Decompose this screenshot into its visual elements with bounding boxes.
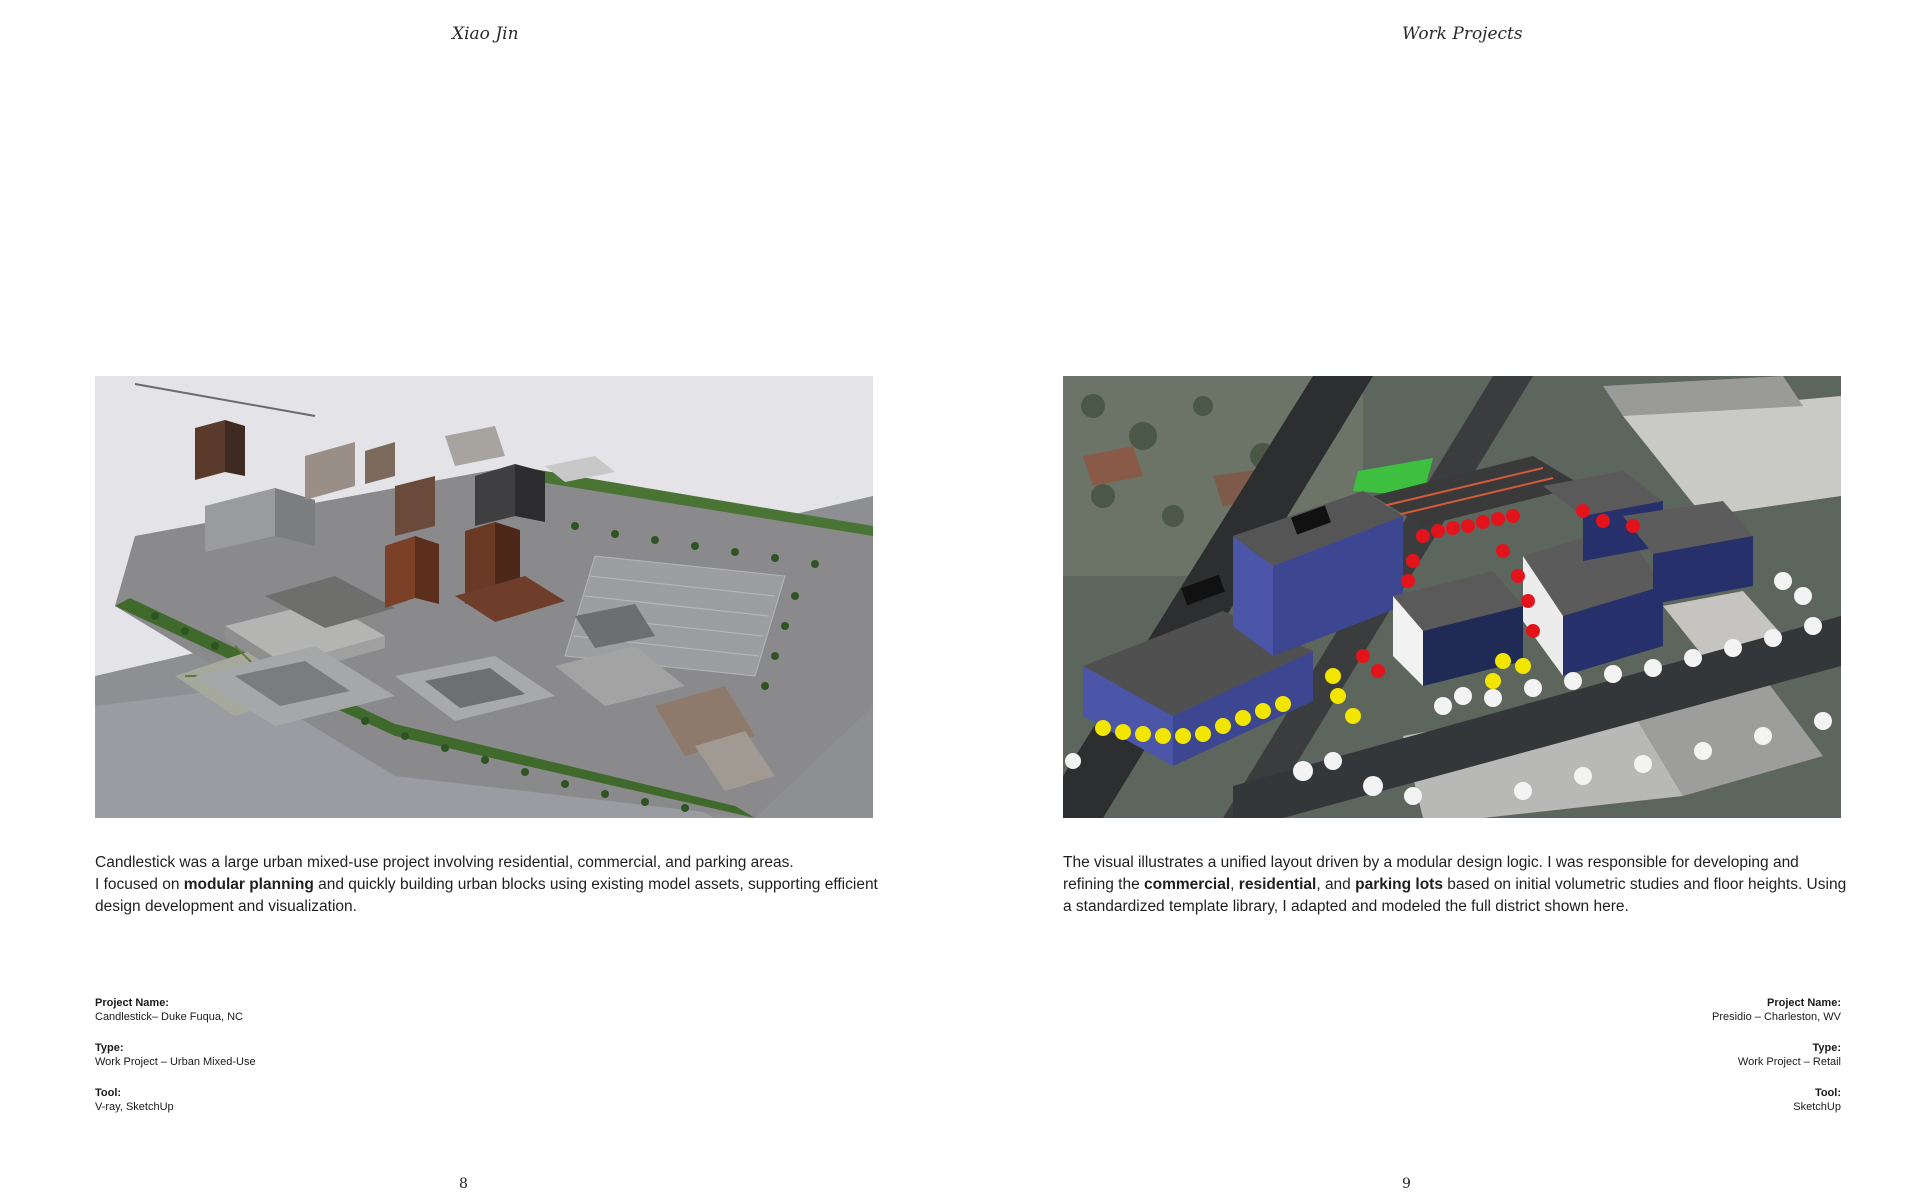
candlestick-aerial-illustration — [95, 376, 873, 818]
presidio-aerial-illustration — [1063, 376, 1841, 818]
presidio-description-text: based on initial volumetric studies and floor heights. Using a standardized template library, I adapted and modeled the full district shown here. — [1063, 876, 1847, 915]
running-head-author: Xiao Jin — [452, 24, 519, 44]
running-head-section: Work Projects — [1402, 24, 1523, 44]
meta-label: Project Name: — [1767, 997, 1841, 1009]
page-number: 9 — [1402, 1176, 1411, 1192]
presidio-description-text: , and — [1316, 876, 1356, 893]
meta-project-name — [95, 996, 395, 1024]
candlestick-description-para2 — [95, 874, 885, 918]
meta-label: Type: — [95, 1042, 124, 1054]
meta-tool — [95, 1086, 395, 1114]
page-number: 8 — [459, 1176, 468, 1192]
meta-value: Work Project – Urban Mixed-Use — [95, 1056, 256, 1068]
meta-tool — [1541, 1086, 1841, 1114]
emphasis-commercial: commercial — [1144, 876, 1231, 893]
candlestick-description-line1: Candlestick was a large urban mixed-use project involving residential, commercial, and parking areas. — [95, 854, 794, 871]
emphasis-residential: residential — [1238, 876, 1317, 893]
candlestick-project-meta — [95, 996, 395, 1131]
candlestick-description-text: and quickly building urban blocks using existing model assets, supporting efficient design development and visualization. — [95, 876, 878, 915]
emphasis-modular-planning: modular planning — [183, 876, 314, 893]
right-page — [960, 0, 1920, 1200]
meta-label: Tool: — [1814, 1087, 1841, 1099]
presidio-description-text: , — [1230, 876, 1239, 893]
meta-type — [1541, 1041, 1841, 1069]
meta-project-name — [1541, 996, 1841, 1024]
presidio-render-image — [1063, 376, 1841, 818]
candlestick-description — [95, 852, 885, 918]
meta-value: Work Project – Retail — [1737, 1056, 1841, 1068]
meta-label: Project Name: — [95, 997, 169, 1009]
meta-value: SketchUp — [1793, 1101, 1841, 1113]
meta-value: Presidio – Charleston, WV — [1712, 1011, 1841, 1023]
emphasis-parking-lots: parking lots — [1355, 876, 1443, 893]
presidio-project-meta — [1541, 996, 1841, 1131]
meta-label: Tool: — [95, 1087, 122, 1099]
presidio-description-text: The visual illustrates a unified layout driven by a modular design logic. I was responsible for developing and refining the — [1063, 854, 1799, 893]
candlestick-render-image — [95, 376, 873, 818]
candlestick-description-text: I focused on — [95, 876, 184, 893]
presidio-description — [1063, 852, 1853, 918]
meta-value: Candlestick– Duke Fuqua, NC — [95, 1011, 243, 1023]
meta-label: Type: — [1812, 1042, 1841, 1054]
meta-type — [95, 1041, 395, 1069]
meta-value: V-ray, SketchUp — [95, 1101, 174, 1113]
